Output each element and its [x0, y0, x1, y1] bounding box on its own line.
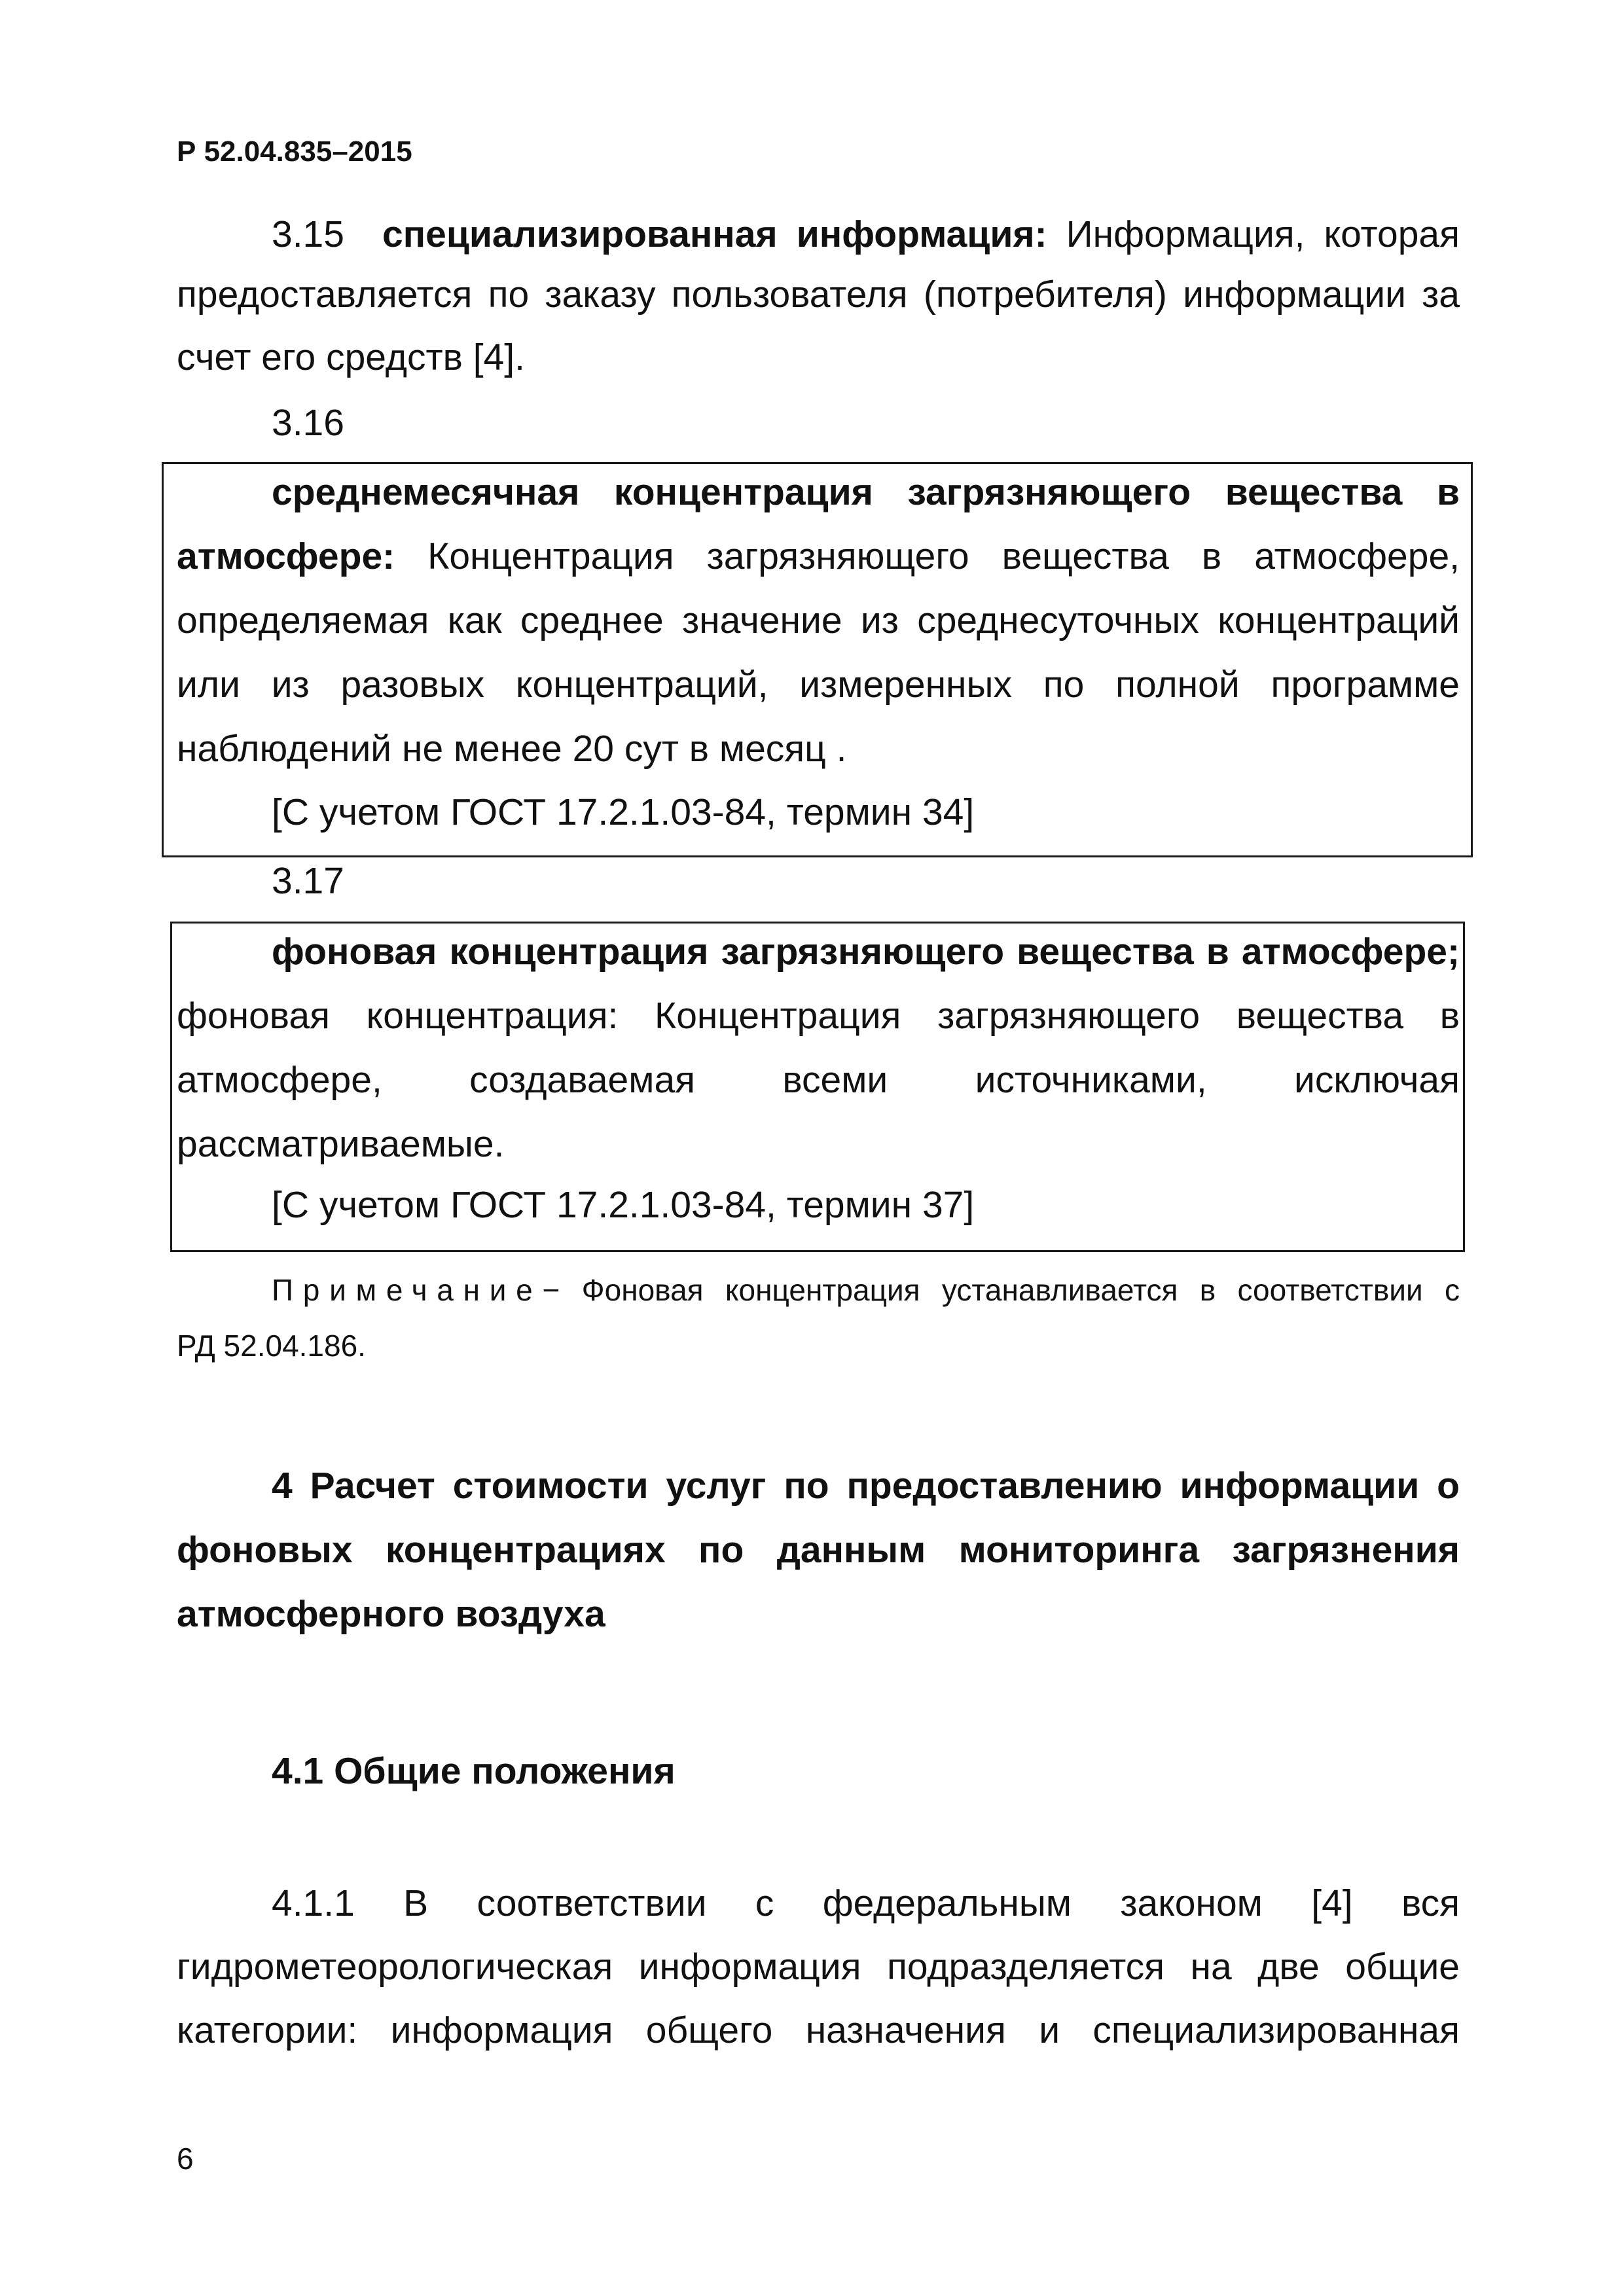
term-3-16-number: 3.16: [272, 402, 344, 444]
term-3-17-line3: атмосфере, создаваемая всеми источниками, исключая: [177, 1059, 1460, 1101]
para-4-1-1-line2: гидрометеорологическая информация подразделяется на две общие: [177, 1946, 1460, 1988]
term-3-16-line5: наблюдений не менее 20 сут в месяц .: [177, 728, 847, 770]
term-3-16-line2: [177, 535, 1460, 577]
term-3-17-line2: фоновая концентрация: Концентрация загрязняющего вещества в: [177, 995, 1460, 1037]
note-line2: РД 52.04.186.: [177, 1329, 366, 1363]
term-3-15-line3: счет его средств [4].: [177, 336, 525, 378]
note-label: Примечание: [272, 1273, 543, 1307]
term-3-16-source: [С учетом ГОСТ 17.2.1.03-84, термин 34]: [272, 791, 975, 833]
section-4-heading-line2: фоновых концентрациях по данным мониторинга загрязнения: [177, 1529, 1460, 1571]
term-3-16-line2-rest: Концентрация загрязняющего вещества в атмосфере,: [427, 535, 1460, 577]
term-3-15-line2: предоставляется по заказу пользователя (потребителя) информации за: [177, 274, 1460, 315]
term-3-16-term-end: атмосфере:: [177, 535, 395, 577]
term-3-15-term: специализированная информация:: [382, 213, 1047, 255]
term-3-17-line4: рассматриваемые.: [177, 1123, 505, 1165]
term-3-16-line4: или из разовых концентраций, измеренных по полной программе: [177, 664, 1460, 706]
term-3-16-line1: среднемесячная концентрация загрязняющего вещества в: [272, 471, 1460, 513]
section-4-heading-line1: 4 Расчет стоимости услуг по предоставлению информации о: [272, 1465, 1460, 1507]
note-line1-rest: − Фоновая концентрация устанавливается в соответствии с: [542, 1273, 1460, 1307]
term-3-16-line3: определяемая как среднее значение из среднесуточных концентраций: [177, 600, 1460, 641]
term-3-15-line1-rest: Информация, которая: [1066, 213, 1460, 255]
term-3-15-line1: [177, 213, 1460, 255]
term-3-15-number: 3.15: [272, 213, 344, 255]
term-3-17-source: [С учетом ГОСТ 17.2.1.03-84, термин 37]: [272, 1184, 975, 1226]
para-4-1-1-line3: категории: информация общего назначения и специализированная: [177, 2009, 1460, 2051]
page-number: 6: [177, 2142, 194, 2176]
para-4-1-1-line1: 4.1.1 В соответствии с федеральным законом [4] вся: [272, 1882, 1460, 1924]
term-3-17-line1: фоновая концентрация загрязняющего вещества в атмосфере;: [272, 931, 1460, 973]
note-line1: [272, 1275, 1460, 1305]
term-3-17-number: 3.17: [272, 860, 344, 902]
document-number: Р 52.04.835–2015: [177, 135, 412, 168]
section-4-1-title: 4.1 Общие положения: [272, 1750, 676, 1792]
section-4-heading-line3: атмосферного воздуха: [177, 1593, 605, 1635]
